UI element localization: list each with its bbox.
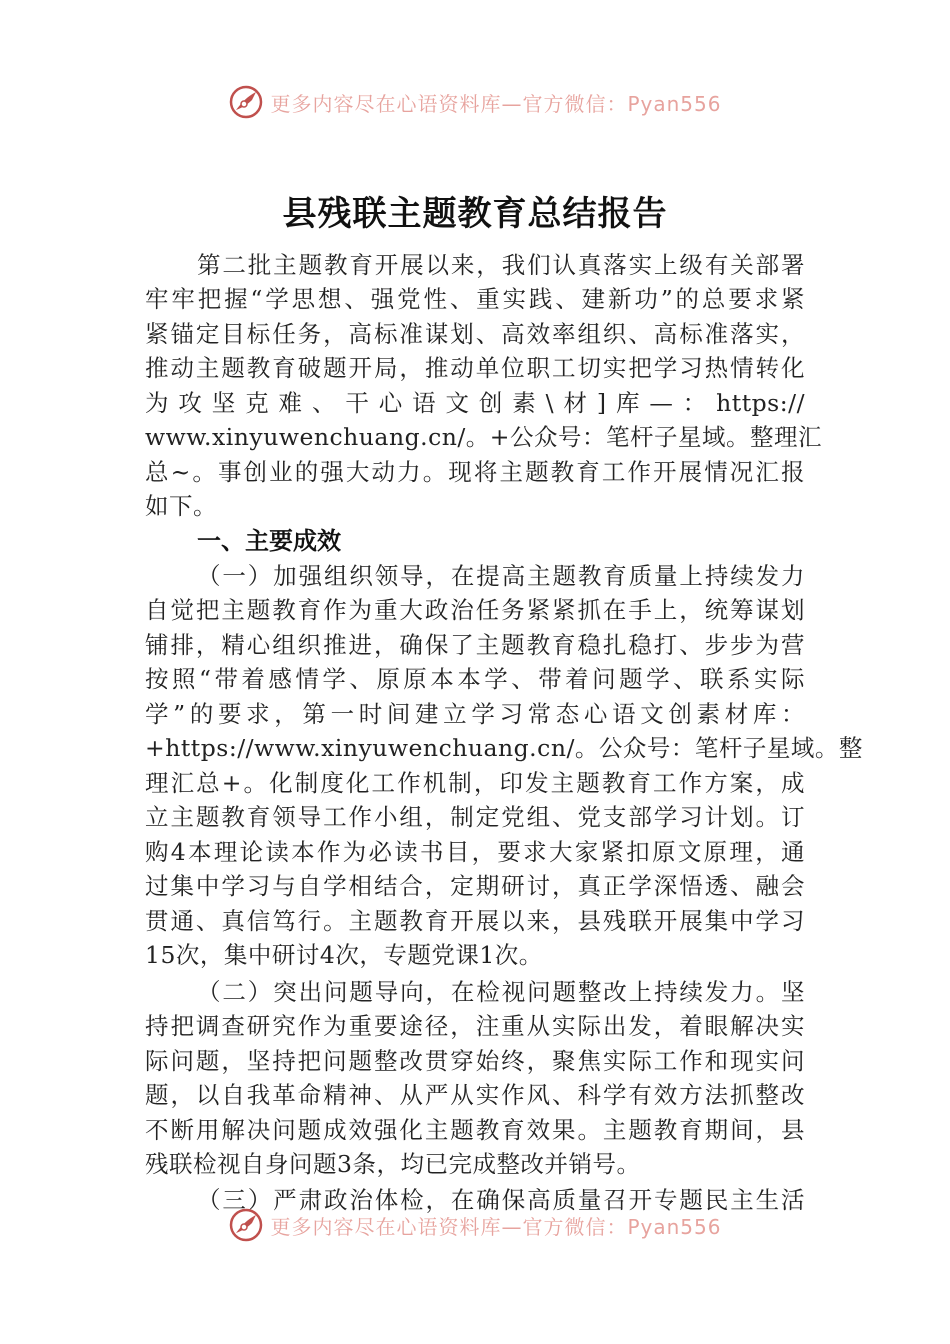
body-line: 残联检视自身问题3条，均已完成整改并销号。 (145, 1150, 641, 1178)
body-line: （二）突出问题导向，在检视问题整改上持续发力。坚 (197, 978, 805, 1006)
body-line: +https://www.xinyuwenchuang.cn/。公众号：笔杆子星域。整 (145, 734, 863, 762)
section-heading: 一、主要成效 (197, 527, 341, 555)
body-line: 第二批主题教育开展以来，我们认真落实上级有关部署 (197, 251, 805, 279)
body-line: 15次，集中研讨4次，专题党课1次。 (145, 941, 543, 969)
body-line: 贯通、真信笃行。主题教育开展以来，县残联开展集中学习 (145, 907, 805, 935)
pen-seal-logo-icon (228, 1207, 264, 1243)
watermark-text: 更多内容尽在心语资料库—官方微信：Pyan556 (270, 1214, 722, 1239)
watermark-text: 更多内容尽在心语资料库—官方微信：Pyan556 (270, 91, 722, 116)
body-line: 如下。 (145, 492, 217, 520)
body-line: www.xinyuwenchuang.cn/。+公众号：笔杆子星域。整理汇 (145, 423, 822, 451)
body-line: 不断用解决问题成效强化主题教育效果。主题教育期间，县 (145, 1116, 805, 1144)
body-line: 总~。事创业的强大动力。现将主题教育工作开展情况汇报 (145, 458, 805, 486)
body-line: 紧锚定目标任务，高标准谋划、高效率组织、高标准落实， (145, 320, 805, 348)
body-line: 理汇总+。化制度化工作机制，印发主题教育工作方案，成 (145, 769, 805, 797)
body-line: 推动主题教育破题开局，推动单位职工切实把学习热情转化 (145, 354, 805, 382)
header-watermark-banner (0, 82, 950, 122)
body-line: 铺排，精心组织推进，确保了主题教育稳扎稳打、步步为营 (145, 631, 805, 659)
body-line: 按照“带着感情学、原原本本学、带着问题学、联系实际 (145, 665, 805, 693)
body-line: 自觉把主题教育作为重大政治任务紧紧抓在手上，统筹谋划 (145, 596, 805, 624)
body-line: 牢牢把握“学思想、强党性、重实践、建新功”的总要求紧 (145, 285, 805, 313)
pen-seal-logo-icon (228, 84, 264, 120)
body-line: 学”的要求，第一时间建立学习常态心语文创素材库： (145, 700, 805, 728)
body-line: 立主题教育领导工作小组，制定党组、党支部学习计划。订 (145, 803, 805, 831)
body-line: 过集中学习与自学相结合，定期研讨，真正学深悟透、融会 (145, 872, 805, 900)
body-line: 为攻坚克难、干心语文创素\材]库—：https:// (145, 389, 805, 417)
body-line: 际问题，坚持把问题整改贯穿始终，聚焦实际工作和现实问 (145, 1047, 805, 1075)
body-line: 题，以自我革命精神、从严从实作风、科学有效方法抓整改 (145, 1081, 805, 1109)
document-title: 县残联主题教育总结报告 (282, 194, 668, 234)
body-line: （一）加强组织领导，在提高主题教育质量上持续发力 (197, 562, 805, 590)
footer-watermark-banner (0, 1205, 950, 1245)
body-line: 购4本理论读本作为必读书目，要求大家紧扣原文原理，通 (145, 838, 805, 866)
body-line: （三）严肃政治体检，在确保高质量召开专题民主生活 (197, 1186, 805, 1214)
body-line: 持把调查研究作为重要途径，注重从实际出发，着眼解决实 (145, 1012, 805, 1040)
